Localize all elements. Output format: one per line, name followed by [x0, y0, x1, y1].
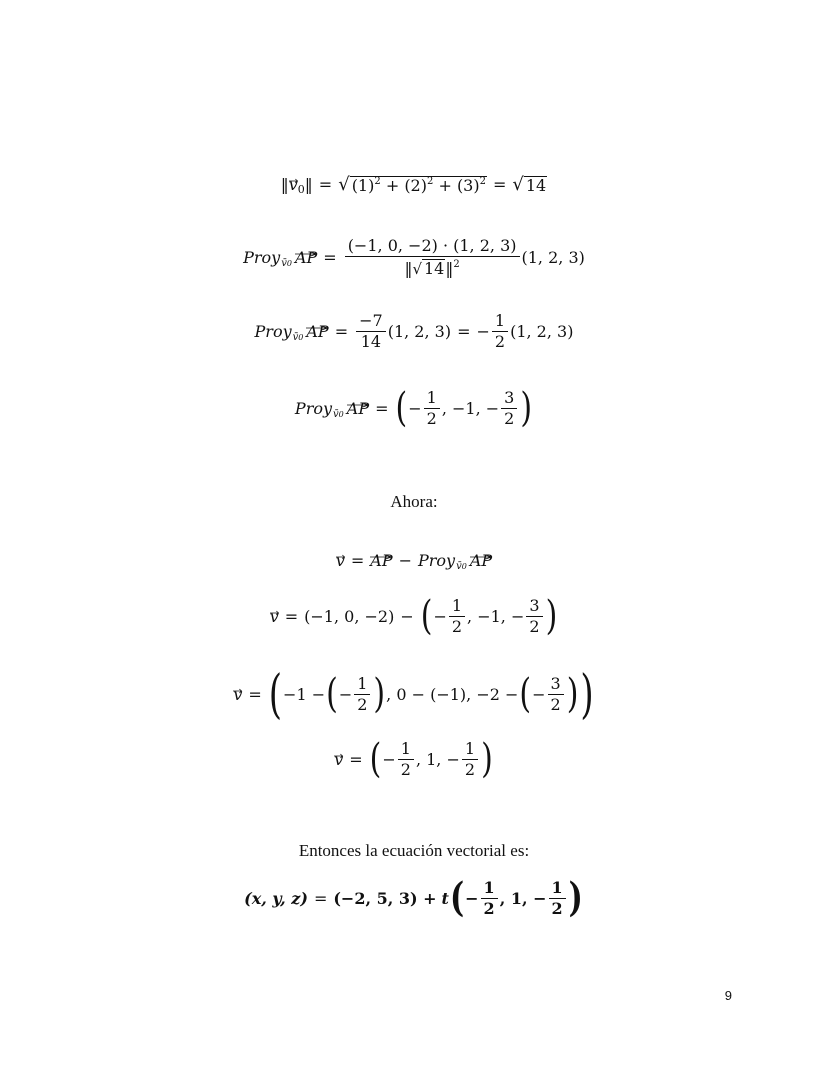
- vector-arrow-icon: [336, 547, 345, 553]
- equation-projection-value: Proy v̄0 AP = $\frac{-7}{14}$ (1, 2, 3) = − $\frac{1}{2}$ (1, 2, 3): [254, 311, 574, 351]
- equation-norm: ‖ v 0 ‖ = √ $(1)^2 + (2)^2 + (3)^2$ = √ 14: [0, 176, 828, 194]
- page-number: 9: [724, 988, 732, 1003]
- vector-arrow-icon: [347, 395, 369, 401]
- equation-v-substitution: v = (−1, 0, −2) − ( − $\frac{1}{2}$ , −1, − $\frac{3}{2}$ ): [269, 592, 558, 640]
- vector-arrow-icon: [289, 171, 298, 177]
- vector-arrow-icon: [370, 547, 392, 553]
- equation-vectorial-final: (x, y, z) = (−2, 5, 3) + t ( − $\frac{1}{2}$ , 1, − $\frac{1}{2}$ ): [244, 874, 583, 922]
- equation-v-expanded: v = ( −1 − ( − $\frac{1}{2}$ ) , 0 − (−1), −2 − ( − $\frac{3}{2}$ ) ): [233, 663, 594, 726]
- entonces-text-row: [0, 841, 828, 861]
- vector-arrow-icon: [306, 318, 328, 324]
- vector-arrow-icon: [233, 681, 242, 687]
- entonces-text: Entonces la ecuación vectorial es:: [298, 841, 530, 860]
- equation-v-definition: v = AP − Proy v̄0 AP: [0, 553, 828, 569]
- ahora-text: Ahora:: [390, 492, 438, 511]
- vector-arrow-icon: [295, 244, 317, 250]
- vector-arrow-icon: [334, 746, 343, 752]
- equation-v-result: v = ( − $\frac{1}{2}$ , 1, − $\frac{1}{2}$ ): [334, 735, 493, 783]
- equation-projection-formula: Proy v̄0 AP = (−1, 0, −2) · (1, 2, 3) ‖ √ 14 ‖$^2$ (1, 2, 3): [243, 236, 585, 278]
- equation-projection-result: Proy v̄0 AP = ( − $\frac{1}{2}$ , −1, − $\frac{3}{2}$ ): [294, 384, 533, 432]
- vector-arrow-icon: [470, 547, 492, 553]
- vector-arrow-icon: [270, 603, 279, 609]
- ahora-text-row: [0, 492, 828, 512]
